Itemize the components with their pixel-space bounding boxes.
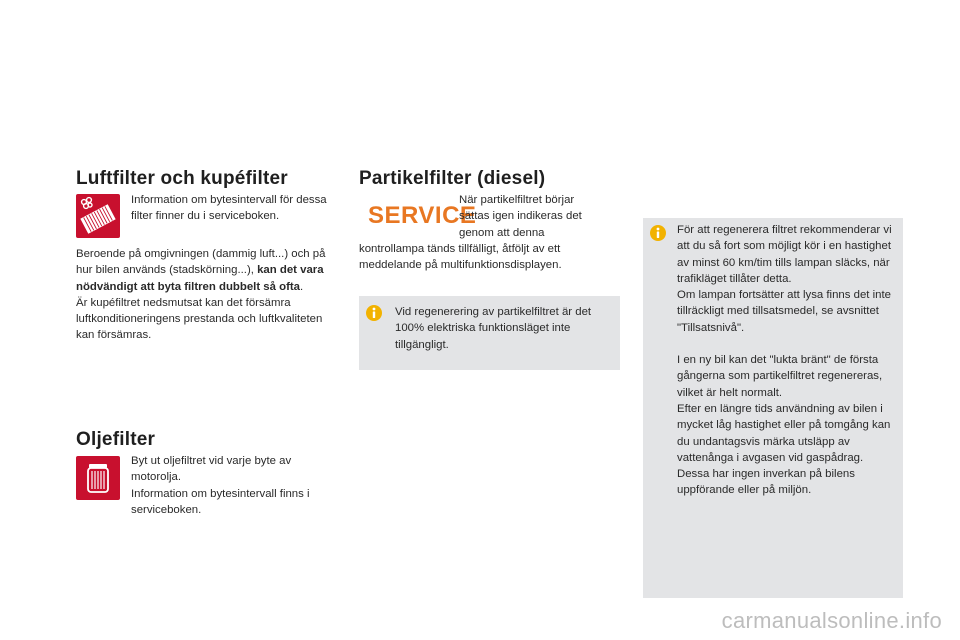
oil-filter-icon [76, 456, 120, 500]
luftfilter-body-bold: kan det vara nödvändigt att byta filtren dubbelt så ofta [76, 264, 324, 293]
air-filter-icon [76, 194, 120, 238]
watermark: carmanualsonline.info [721, 608, 942, 633]
partikelfilter-info-text: Vid regenerering av partikelfiltret är det 100% elektriska funktionsläget inte tillgängligt. [395, 306, 592, 351]
partikelfilter-text-body: När partikelfiltret börjar sättas igen indikeras det genom att denna kontrollampa tänds tillfälligt, åtföljt av ett meddelande på multifunktionsdisplayen. [359, 194, 582, 272]
oljefilter-text-1: Byt ut oljefiltret vid varje byte av motorolja. [131, 455, 292, 484]
info-icon [649, 224, 667, 242]
regeneration-info-p4: Efter en längre tids användning av bilen i mycket låg hastighet eller på tomgång kan du undantagsvis märka utsläpp av vattenånga i avgasen vid gaspådrag. [677, 402, 891, 464]
section-title-oljefilter: Oljefilter [76, 429, 156, 450]
info-icon [365, 304, 383, 322]
service-warning-lamp: SERVICE [368, 202, 477, 229]
section-title-luftfilter: Luftfilter och kupéfilter [76, 168, 288, 189]
luftfilter-body-1-end: . [300, 280, 304, 293]
regeneration-info-p3: I en ny bil kan det "lukta bränt" de första gångerna som partikelfiltret regenereras, vilket är helt normalt. [677, 354, 883, 399]
regeneration-info-p1: För att regenerera filtret rekommenderar vi att du så fort som möjligt kör i en hastighet av minst 60 km/tim tills lampan släcks, när trafikläget tillåter detta. [677, 224, 892, 285]
partikelfilter-text [359, 192, 587, 273]
luftfilter-icon-text: Information om bytesintervall för dessa filter finner du i serviceboken. [131, 194, 327, 223]
regeneration-info-text [677, 222, 897, 499]
section-title-partikelfilter: Partikelfilter (diesel) [359, 168, 546, 189]
luftfilter-body-1: Beroende på omgivningen (dammig luft...) och på hur bilen används (stadskörning...), [76, 248, 326, 277]
partikelfilter-info-box [359, 296, 620, 370]
regeneration-info-p5: Dessa har ingen inverkan på bilens uppförande eller på miljön. [677, 468, 855, 497]
luftfilter-body-2: Är kupéfiltret nedsmutsat kan det försämra luftkonditioneringens prestanda och luftkvaliteten kan försämras. [76, 296, 323, 342]
regeneration-info-p2: Om lampan fortsätter att lysa finns det inte tillräckligt med tillsatsmedel, se avsnittet "Tillsatsnivå". [677, 289, 891, 334]
oljefilter-text [131, 453, 336, 518]
oljefilter-text-2: Information om bytesintervall finns i serviceboken. [131, 487, 310, 516]
service-float-spacer [359, 192, 459, 240]
regeneration-info-panel [643, 218, 903, 598]
luftfilter-body [76, 246, 340, 344]
